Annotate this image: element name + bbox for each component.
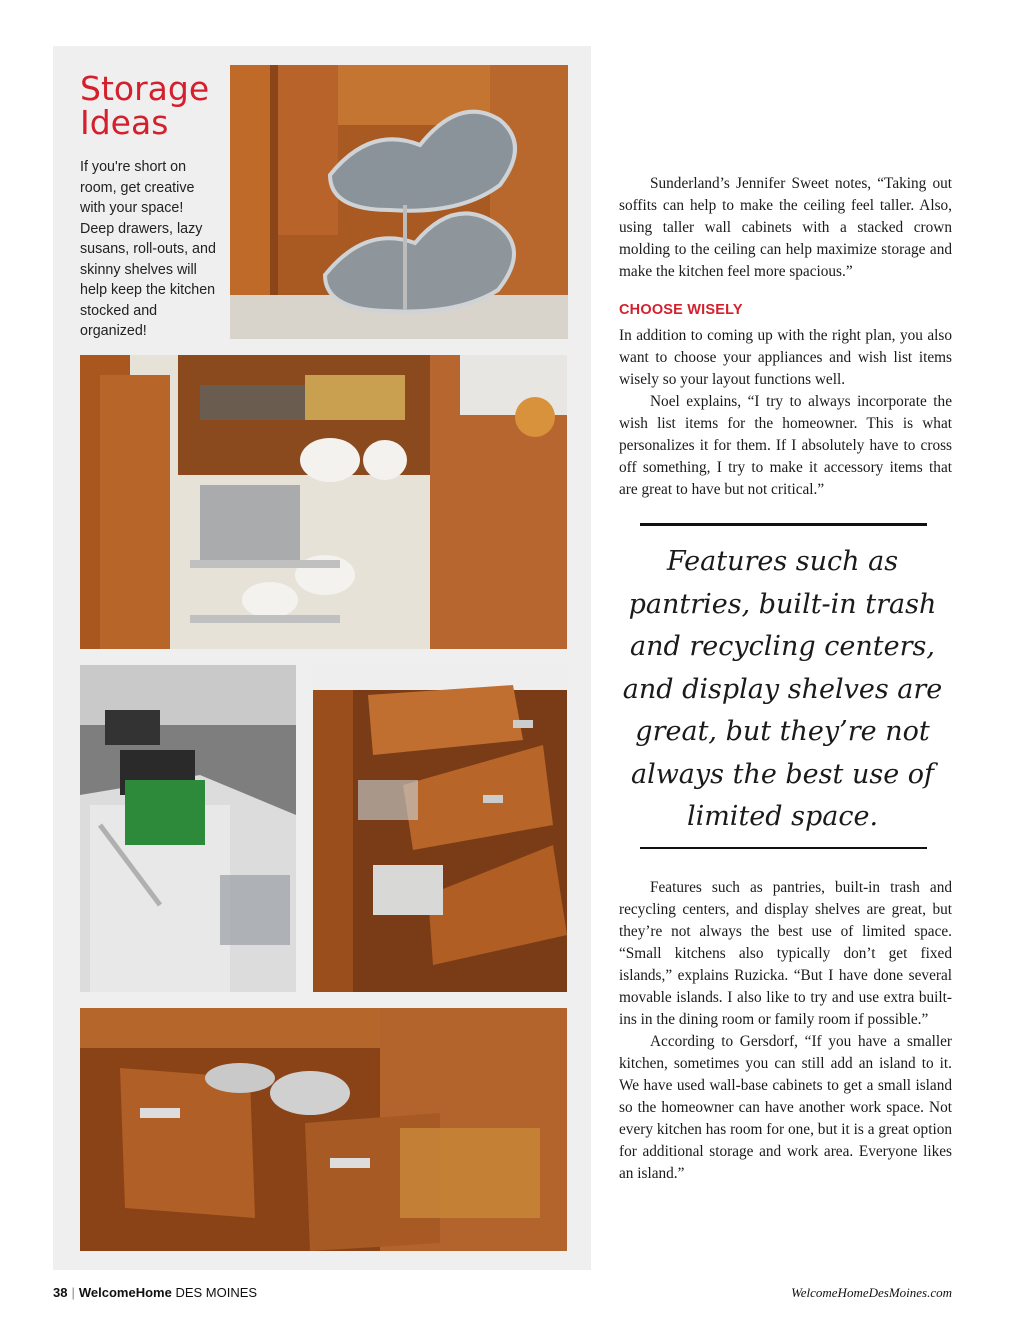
article-block-2 [619, 325, 952, 501]
article-paragraph: In addition to coming up with the right plan, you also want to choose your appliances and wish list items wisely so your layout functions well. [619, 327, 952, 388]
footer-separator: | [71, 1285, 75, 1300]
article-paragraph: Sunderland’s Jennifer Sweet notes, “Taking out soffits can help to make the ceiling feel taller. Also, using taller wall cabinets with a stacked crown molding to the ceiling can help maximize storage and make the kitchen feel more spacious.” [619, 175, 952, 280]
pull-quote-top-rule [640, 523, 927, 526]
article-block-1 [619, 173, 952, 283]
footer-website: WelcomeHomeDesMoines.com [791, 1285, 952, 1300]
footer-folio [53, 1285, 257, 1300]
article-block-3 [619, 877, 952, 1185]
footer-city: DES MOINES [175, 1285, 258, 1300]
page-number: 38 [53, 1285, 68, 1300]
photo-open-drawers [80, 1008, 567, 1251]
photo-lazy-susan [230, 65, 568, 339]
photo-corner-pullout [80, 355, 567, 649]
section-heading: CHOOSE WISELY [619, 302, 743, 318]
sidebar-title-line1: Storage [80, 69, 210, 108]
sidebar-title-line2: Ideas [80, 103, 169, 142]
article-paragraph: According to Gersdorf, “If you have a smaller kitchen, sometimes you can still add an island to it. We have used wall-base cabinets to get a small island so the homeowner can have another work space. Not every kitchen has room for one, but it is a great option for additional storage and work area. Everyone likes an island.” [619, 1033, 952, 1182]
photo-trash-drawer [80, 665, 296, 992]
sidebar-title [80, 69, 230, 142]
pull-quote-bottom-rule [640, 847, 927, 849]
sidebar-text: If you're short on room, get creative with your space! Deep drawers, lazy susans, roll-outs, and skinny shelves will help keep the kitchen stocked and organized! [80, 159, 216, 339]
footer-brand: WelcomeHome [78, 1285, 172, 1300]
pull-quote: Features such as pantries, built-in trash and recycling centers, and display shelves are great, but they’re not always the best use of limited space. [622, 546, 943, 832]
article-paragraph: Features such as pantries, built-in trash and recycling centers, and display shelves are great, but they’re not always the best use of limited space. “Small kitchens also typically don’t get fixed islands,” explains Ruzicka. “But I have done several movable islands. I also like to try and use extra built-ins in the dining room or family room if possible.” [619, 879, 952, 1028]
article-paragraph: Noel explains, “I try to always incorporate the wish list items for the homeowner. This is what personalizes it for them. If I absolutely have to cross off something, I try to make it accessory items that are great to have but not critical.” [619, 393, 952, 498]
photo-pullout-drawers [313, 665, 567, 992]
